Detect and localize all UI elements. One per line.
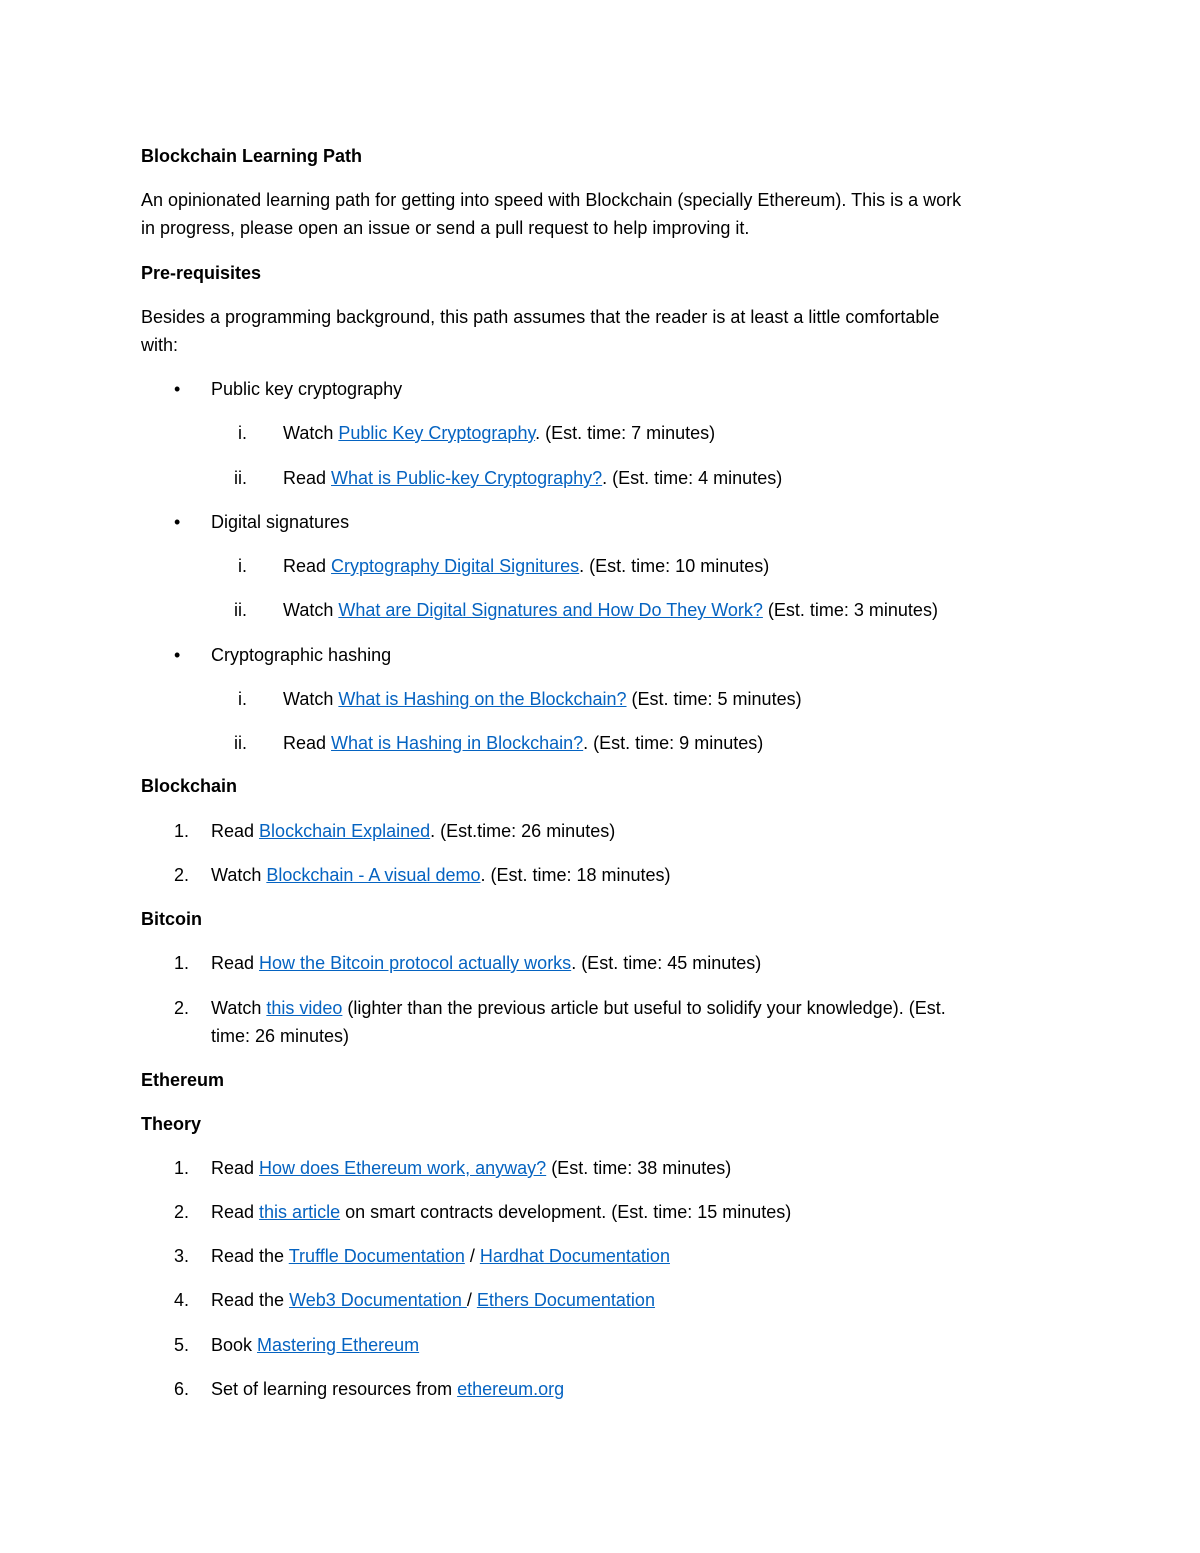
link-this-article[interactable]: this article bbox=[259, 1202, 341, 1222]
list-item bbox=[211, 994, 1045, 1022]
link-mastering-ethereum[interactable]: Mastering Ethereum bbox=[257, 1335, 420, 1355]
bitcoin-heading: Bitcoin bbox=[141, 909, 202, 929]
list-item bbox=[211, 1331, 1045, 1359]
item-prefix: Book bbox=[211, 1335, 258, 1355]
item-suffix: . (Est. time: 9 minutes) bbox=[583, 733, 764, 753]
link-public-key-cryptography[interactable]: Public Key Cryptography bbox=[338, 423, 536, 443]
link-cryptography-digital-signitures[interactable]: Cryptography Digital Signitures bbox=[331, 556, 580, 576]
list-number: 1. bbox=[174, 821, 190, 841]
link-ethers-documentation[interactable]: Ethers Documentation bbox=[476, 1290, 655, 1310]
list-item bbox=[283, 596, 938, 624]
item-prefix: Watch bbox=[211, 865, 267, 885]
link-blockchain-explained[interactable]: Blockchain Explained bbox=[259, 821, 431, 841]
list-number: 2. bbox=[174, 1202, 190, 1222]
theory-subheading: Theory bbox=[141, 1114, 202, 1134]
link-web3-documentation[interactable]: Web3 Documentation bbox=[289, 1290, 467, 1310]
link-what-are-digital-signatures[interactable]: What are Digital Signatures and How Do They Work? bbox=[338, 600, 763, 620]
item-prefix: Read bbox=[211, 1202, 260, 1222]
item-prefix: Read bbox=[211, 821, 260, 841]
list-item bbox=[283, 552, 769, 580]
link-blockchain-visual-demo[interactable]: Blockchain - A visual demo bbox=[266, 865, 481, 885]
item-prefix: Read bbox=[283, 468, 332, 488]
link-bitcoin-protocol[interactable]: How the Bitcoin protocol actually works bbox=[259, 953, 572, 973]
roman-numeral: ii. bbox=[234, 733, 247, 753]
prereq-text-line-2: with: bbox=[141, 335, 179, 355]
item-prefix: Set of learning resources from bbox=[211, 1379, 458, 1399]
item-suffix: . (Est. time: 7 minutes) bbox=[535, 423, 716, 443]
link-ethereum-org[interactable]: ethereum.org bbox=[457, 1379, 565, 1399]
ethereum-heading: Ethereum bbox=[141, 1070, 225, 1090]
item-suffix: (Est. time: 38 minutes) bbox=[546, 1158, 732, 1178]
list-item bbox=[283, 729, 763, 757]
list-item bbox=[211, 817, 1045, 845]
item-suffix: (Est. time: 3 minutes) bbox=[762, 600, 938, 620]
list-number: 2. bbox=[174, 998, 190, 1018]
link-what-is-public-key-cryptography[interactable]: What is Public-key Cryptography? bbox=[331, 468, 603, 488]
roman-numeral: i. bbox=[238, 556, 247, 576]
list-number: 1. bbox=[174, 953, 190, 973]
item-prefix: Read the bbox=[211, 1290, 290, 1310]
list-item bbox=[211, 1375, 1045, 1403]
intro-line-1: An opinionated learning path for getting into speed with Blockchain (specially Ethereum). This is a work bbox=[141, 190, 962, 210]
intro-line-2: in progress, please open an issue or send a pull request to help improving it. bbox=[141, 218, 750, 238]
bullet-icon: • bbox=[174, 645, 181, 665]
item-suffix: on smart contracts development. (Est. time: 15 minutes) bbox=[340, 1202, 792, 1222]
list-item bbox=[211, 1198, 1045, 1226]
list-number: 5. bbox=[174, 1335, 190, 1355]
roman-numeral: i. bbox=[238, 423, 247, 443]
roman-numeral: ii. bbox=[234, 468, 247, 488]
list-number: 3. bbox=[174, 1246, 190, 1266]
list-item bbox=[283, 464, 782, 492]
link-how-does-ethereum-work[interactable]: How does Ethereum work, anyway? bbox=[259, 1158, 547, 1178]
item-separator: / bbox=[466, 1290, 477, 1310]
link-this-video[interactable]: this video bbox=[266, 998, 343, 1018]
roman-numeral: ii. bbox=[234, 600, 247, 620]
item-prefix: Read bbox=[211, 1158, 260, 1178]
link-truffle-documentation[interactable]: Truffle Documentation bbox=[288, 1246, 465, 1266]
topic-public-key: Public key cryptography bbox=[211, 379, 403, 399]
list-item bbox=[211, 949, 1045, 977]
roman-numeral: i. bbox=[238, 689, 247, 709]
item-prefix: Watch bbox=[283, 689, 339, 709]
list-item bbox=[211, 1286, 1045, 1314]
document-title: Blockchain Learning Path bbox=[141, 146, 363, 166]
blockchain-heading: Blockchain bbox=[141, 776, 238, 796]
item-prefix: Read bbox=[211, 953, 260, 973]
link-hashing-on-the-blockchain[interactable]: What is Hashing on the Blockchain? bbox=[338, 689, 627, 709]
list-item bbox=[211, 1154, 1045, 1182]
item-suffix: . (Est. time: 10 minutes) bbox=[579, 556, 770, 576]
list-item bbox=[211, 861, 1045, 889]
prereq-text-line-1: Besides a programming background, this path assumes that the reader is at least a little comfortable bbox=[141, 307, 940, 327]
item-prefix: Watch bbox=[211, 998, 267, 1018]
list-number: 2. bbox=[174, 865, 190, 885]
list-number: 6. bbox=[174, 1379, 190, 1399]
item-suffix: . (Est. time: 18 minutes) bbox=[480, 865, 671, 885]
list-item bbox=[283, 419, 715, 447]
item-prefix: Read the bbox=[211, 1246, 289, 1266]
list-item bbox=[283, 685, 802, 713]
item-prefix: Watch bbox=[283, 423, 339, 443]
link-hardhat-documentation[interactable]: Hardhat Documentation bbox=[479, 1246, 670, 1266]
list-item bbox=[211, 1242, 1045, 1270]
item-suffix: (lighter than the previous article but useful to solidify your knowledge). (Est. bbox=[342, 998, 946, 1018]
topic-digital-signatures: Digital signatures bbox=[211, 512, 350, 532]
item-suffix: (Est. time: 5 minutes) bbox=[626, 689, 802, 709]
item-suffix: . (Est. time: 45 minutes) bbox=[571, 953, 762, 973]
link-hashing-in-blockchain[interactable]: What is Hashing in Blockchain? bbox=[331, 733, 584, 753]
item-suffix: . (Est. time: 4 minutes) bbox=[602, 468, 783, 488]
list-number: 4. bbox=[174, 1290, 190, 1310]
item-separator: / bbox=[464, 1246, 480, 1266]
item-prefix: Read bbox=[283, 733, 332, 753]
topic-cryptographic-hashing: Cryptographic hashing bbox=[211, 645, 392, 665]
list-item-continuation: time: 26 minutes) bbox=[211, 1026, 350, 1046]
item-suffix: . (Est.time: 26 minutes) bbox=[430, 821, 616, 841]
bullet-icon: • bbox=[174, 379, 181, 399]
list-number: 1. bbox=[174, 1158, 190, 1178]
item-prefix: Read bbox=[283, 556, 332, 576]
item-prefix: Watch bbox=[283, 600, 339, 620]
prereq-heading: Pre-requisites bbox=[141, 263, 262, 283]
bullet-icon: • bbox=[174, 512, 181, 532]
